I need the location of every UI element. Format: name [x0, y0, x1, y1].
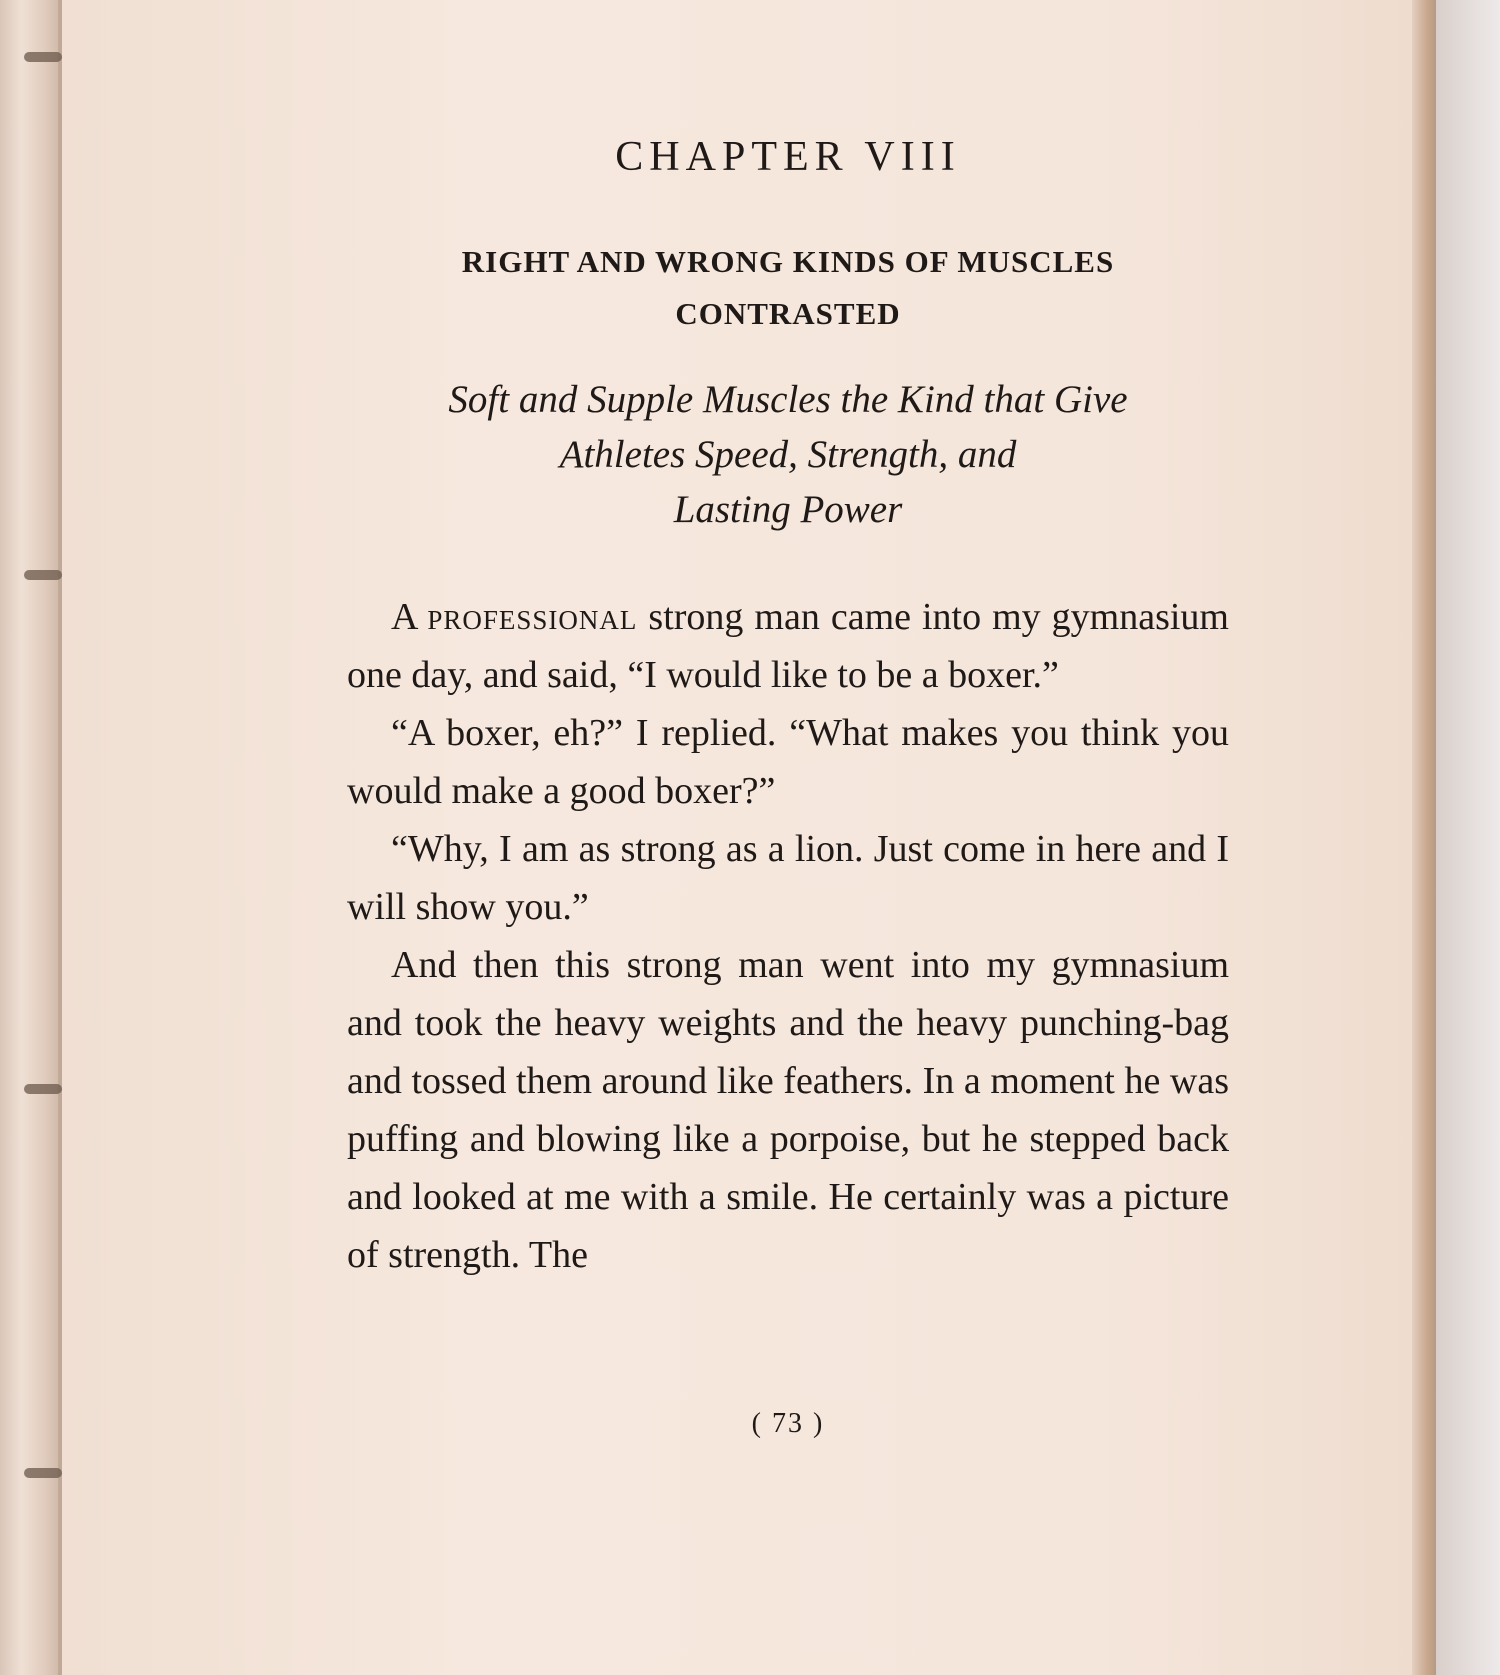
paragraph-lead: A: [391, 596, 417, 638]
binding-stitch: [24, 570, 62, 580]
epigraph-line: Athletes Speed, Strength, and: [559, 433, 1017, 476]
paragraph: [347, 936, 1229, 1284]
chapter-epigraph: [347, 372, 1229, 537]
paragraph-text: “Why, I am as strong as a lion. Just come in here and I will show you.”: [347, 828, 1229, 928]
chapter-subtitle-line: RIGHT AND WRONG KINDS OF MUSCLES: [461, 244, 1115, 279]
binding-stitch: [24, 52, 62, 62]
epigraph-line: Lasting Power: [673, 488, 903, 531]
epigraph-line: Soft and Supple Muscles the Kind that Give: [448, 378, 1128, 421]
binding-stitch: [24, 1468, 62, 1478]
body-text: [347, 588, 1229, 1284]
backdrop: [1436, 0, 1500, 1675]
chapter-title: CHAPTER VIII: [615, 134, 961, 180]
page-number: ( 73 ): [751, 1408, 825, 1439]
chapter-subtitle: [347, 236, 1229, 340]
paragraph: [347, 588, 1229, 704]
paragraph-text: strong man came into my gymnasium one day, and said, “I would like to be a boxer.”: [347, 596, 1229, 696]
paragraph-text: And then this strong man went into my gymnasium and took the heavy weights and the heavy punching-bag and tossed them around like feathers. In a moment he was puffing and blowing like a porpoise, but he stepped back and looked at me with a smile. He certainly was a picture of strength. The: [347, 944, 1229, 1276]
paragraph-lead-smallcaps: professional: [427, 596, 638, 638]
paragraph: [347, 704, 1229, 820]
binding-stitch: [24, 1084, 62, 1094]
paragraph-text: “A boxer, eh?” I replied. “What makes you think you would make a good boxer?”: [347, 712, 1229, 812]
chapter-subtitle-line: CONTRASTED: [675, 296, 901, 331]
book-page: [62, 0, 1430, 1675]
page-edge: [1412, 0, 1436, 1675]
book-gutter: [0, 0, 62, 1675]
paragraph: [347, 820, 1229, 936]
